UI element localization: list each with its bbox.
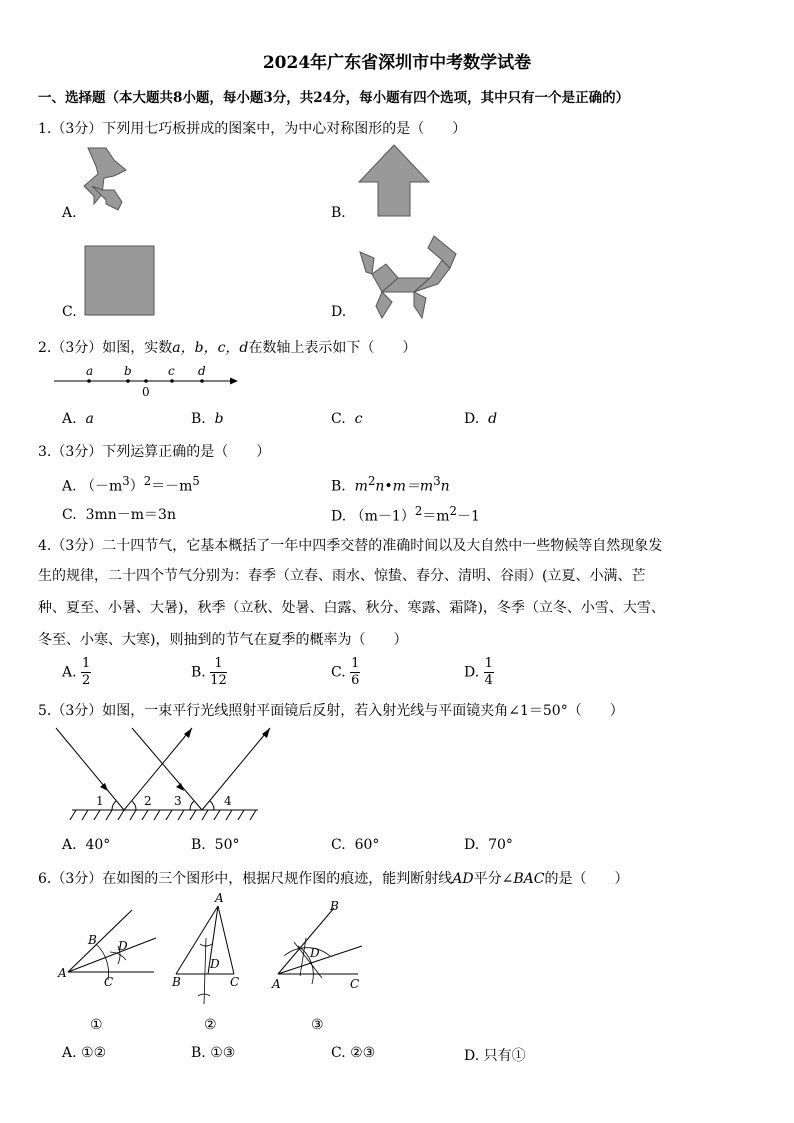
axis-label-c: c <box>168 364 175 378</box>
q1-option-c[interactable]: C. <box>62 304 77 320</box>
q6-option-c[interactable]: C. ②③ <box>331 1045 376 1061</box>
q2-option-d[interactable]: D. d <box>464 411 498 427</box>
q1-figure-a <box>84 146 134 218</box>
angle-label-4: 4 <box>224 794 232 808</box>
q1-figure-d <box>358 234 460 320</box>
svg-text:A: A <box>215 891 224 905</box>
q1-option-a[interactable]: A. <box>62 205 77 221</box>
q4-line-1: 4.（3分）二十四节气，它基本概括了一年中四季交替的准确时间以及大自然中一些物候等自然现象发 <box>38 538 663 554</box>
q2-option-a[interactable]: A. a <box>62 411 94 427</box>
svg-text:A: A <box>58 966 67 980</box>
q3-option-a[interactable]: A. $(-m^3)^2=-m^5$ <box>62 474 200 495</box>
svg-text:A: A <box>272 977 281 991</box>
q4-line-4: 冬至、小寒、大寒)，则抽到的节气在夏季的概率为（ ） <box>38 632 408 648</box>
q6-figure-number-1: ① <box>90 1017 103 1033</box>
q3-option-d[interactable]: D. $(m-1)^2=m^2-1$ <box>331 504 480 525</box>
q1-option-b[interactable]: B. <box>331 205 346 221</box>
q6-figure-1 <box>56 906 160 994</box>
svg-text:C: C <box>104 975 114 989</box>
q1-figure-c <box>84 245 156 317</box>
svg-text:B: B <box>88 933 97 947</box>
svg-text:C: C <box>350 977 360 991</box>
q6-stem: 6.（3分）在如图的三个图形中，根据尺规作图的痕迹，能判断射线AD平分∠BAC的是（ ） <box>38 871 629 887</box>
svg-text:D: D <box>118 939 128 953</box>
q5-stem: 5.（3分）如图，一束平行光线照射平面镜后反射，若入射光线与平面镜夹角∠1＝50°（ ） <box>38 703 624 719</box>
q6-figure-2 <box>170 888 246 1006</box>
q4-option-b[interactable]: B. $\frac{1}{12}$ <box>191 656 227 688</box>
q1-figure-b <box>358 144 430 218</box>
svg-text:B: B <box>172 975 181 989</box>
q2-option-b[interactable]: B. b <box>191 411 224 427</box>
page-title: 2024年广东省深圳市中考数学试卷 <box>262 53 532 73</box>
q3-stem: 3.（3分）下列运算正确的是（ ） <box>38 444 271 460</box>
q5-option-a[interactable]: A. 40° <box>62 837 111 853</box>
angle-label-2: 2 <box>144 794 152 808</box>
q3-option-b[interactable]: B. $m^2n•m=m^3n$ <box>331 474 450 495</box>
svg-text:B: B <box>330 899 339 913</box>
q6-option-a[interactable]: A. ①② <box>62 1045 107 1061</box>
q4-option-a[interactable]: A. $\frac{1}{2}$ <box>62 656 91 688</box>
section-heading: 一、选择题（本大题共8小题，每小题3分，共24分，每小题有四个选项，其中只有一个是正确的） <box>38 90 630 106</box>
q3-option-c[interactable]: C. 3mn－m＝3n <box>62 507 176 523</box>
q6-figure-number-2: ② <box>204 1017 217 1033</box>
q6-figure-3 <box>270 896 370 996</box>
q2-number-line <box>54 364 244 398</box>
q5-option-d[interactable]: D. 70° <box>464 837 513 853</box>
q5-mirror-figure <box>54 726 264 826</box>
q4-option-c[interactable]: C. $\frac{1}{6}$ <box>331 656 360 688</box>
axis-label-b: b <box>124 364 132 378</box>
q4-line-2: 生的规律，二十四个节气分别为：春季（立春、雨水、惊蛰、春分、清明、谷雨）(立夏、小满、芒 <box>38 568 646 584</box>
q4-option-d[interactable]: D. $\frac{1}{4}$ <box>464 656 493 688</box>
axis-label-zero: 0 <box>142 385 150 399</box>
q4-line-3: 种、夏至、小暑、大暑)，秋季（立秋、处暑、白露、秋分、寒露、霜降)，冬季（立冬、小雪、大雪、 <box>38 600 665 616</box>
q5-option-b[interactable]: B. 50° <box>191 837 240 853</box>
q2-stem: 2.（3分）如图，实数a，b，c，d在数轴上表示如下（ ） <box>38 340 417 356</box>
q6-figure-number-3: ③ <box>311 1017 324 1033</box>
q1-stem: 1.（3分）下列用七巧板拼成的图案中，为中心对称图形的是（ ） <box>38 121 467 137</box>
q6-option-b[interactable]: B. ①③ <box>191 1045 236 1061</box>
svg-text:D: D <box>210 957 220 971</box>
q5-option-c[interactable]: C. 60° <box>331 837 380 853</box>
svg-text:D: D <box>310 946 320 960</box>
angle-label-1: 1 <box>96 794 104 808</box>
q1-option-d[interactable]: D. <box>331 304 347 320</box>
svg-text:C: C <box>230 975 240 989</box>
axis-label-d: d <box>198 364 206 378</box>
axis-label-a: a <box>86 364 94 378</box>
angle-label-3: 3 <box>174 794 182 808</box>
q2-option-c[interactable]: C. c <box>331 411 363 427</box>
q6-option-d[interactable]: D. 只有① <box>464 1048 526 1064</box>
